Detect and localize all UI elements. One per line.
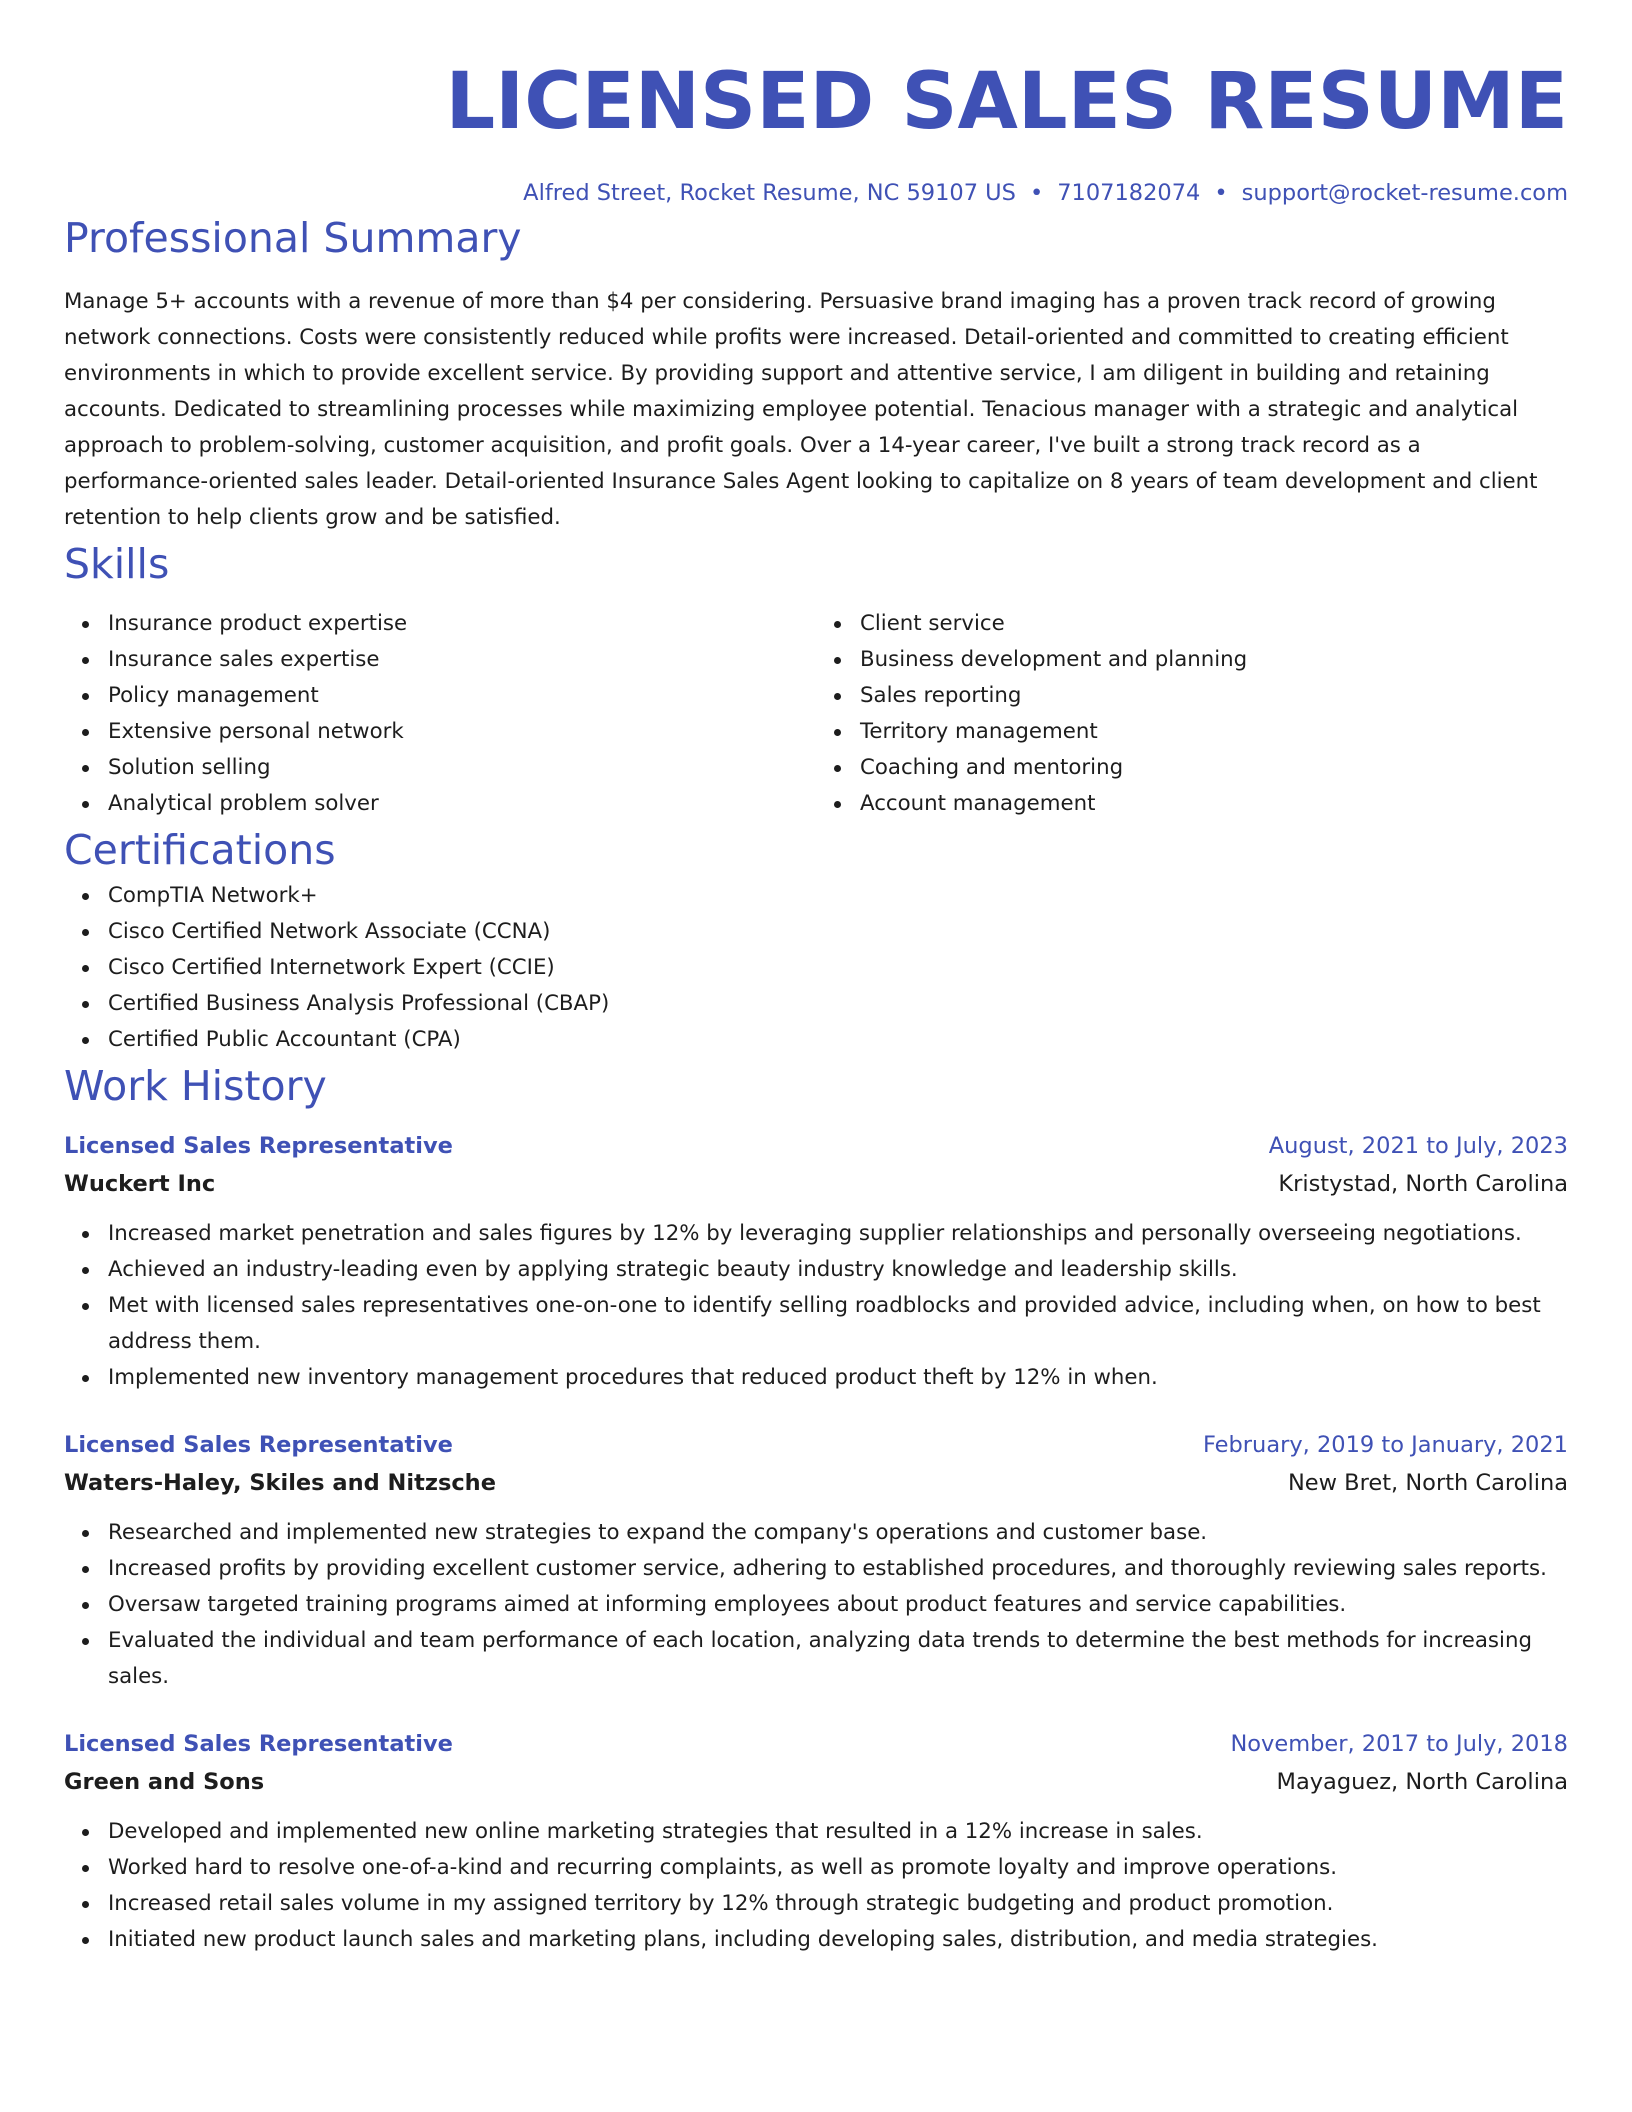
job-company-row [64, 1164, 1568, 1204]
job-title: Licensed Sales Representative [64, 1731, 453, 1757]
skill-item: Business development and planning [860, 642, 1568, 678]
job-company-row [64, 1762, 1568, 1802]
skill-item: Insurance sales expertise [108, 642, 816, 678]
job-location: Mayaguez, North Carolina [1276, 1769, 1568, 1795]
job-bullet: Met with licensed sales representatives one-on-one to identify selling roadblocks and provided advice, including when, on how to best address them. [108, 1288, 1568, 1360]
job-company-row [64, 1463, 1568, 1503]
skill-item: Sales reporting [860, 678, 1568, 714]
section-heading-work-history: Work History [64, 1062, 327, 1110]
contact-address: Alfred Street, Rocket Resume, NC 59107 US [523, 180, 1016, 206]
job-bullets [64, 1515, 1568, 1695]
job-company: Wuckert Inc [64, 1171, 216, 1197]
job-title-row [64, 1726, 1568, 1762]
job-bullet: Developed and implemented new online marketing strategies that resulted in a 12% increase in sales. [108, 1814, 1568, 1850]
job-dates: February, 2019 to January, 2021 [1202, 1432, 1568, 1458]
separator-dot: • [1029, 180, 1044, 206]
section-heading-summary: Professional Summary [64, 214, 522, 262]
job-bullet: Evaluated the individual and team performance of each location, analyzing data trends to determine the best methods for increasing sales. [108, 1623, 1568, 1695]
job-bullet: Worked hard to resolve one-of-a-kind and recurring complaints, as well as promote loyalty and improve operations. [108, 1850, 1568, 1886]
job-company: Green and Sons [64, 1769, 265, 1795]
certification-item: Cisco Certified Network Associate (CCNA) [108, 914, 1568, 950]
job-bullets [64, 1216, 1568, 1396]
section-heading-certifications: Certifications [64, 826, 336, 874]
job-entry [64, 1726, 1568, 1958]
job-bullet: Increased retail sales volume in my assigned territory by 12% through strategic budgeting and product promotion. [108, 1886, 1568, 1922]
job-entry [64, 1427, 1568, 1695]
contact-line [64, 176, 1568, 210]
skill-item: Account management [860, 786, 1568, 822]
certifications-list [64, 878, 1568, 1058]
contact-phone: 7107182074 [1057, 180, 1201, 206]
job-bullet: Oversaw targeted training programs aimed at informing employees about product features and service capabilities. [108, 1587, 1568, 1623]
job-title: Licensed Sales Representative [64, 1432, 453, 1458]
job-entry [64, 1128, 1568, 1396]
skill-item: Coaching and mentoring [860, 750, 1568, 786]
skill-item: Solution selling [108, 750, 816, 786]
job-dates: August, 2021 to July, 2023 [1268, 1133, 1568, 1159]
skills-columns [64, 606, 1568, 822]
skill-item: Policy management [108, 678, 816, 714]
job-location: Kristystad, North Carolina [1278, 1171, 1568, 1197]
job-dates: November, 2017 to July, 2018 [1230, 1731, 1568, 1757]
job-title-row [64, 1427, 1568, 1463]
job-bullets [64, 1814, 1568, 1958]
skills-list-right [816, 606, 1568, 822]
resume-title: LICENSED SALES RESUME [445, 57, 1568, 147]
certification-item: Cisco Certified Internetwork Expert (CCIE) [108, 950, 1568, 986]
certification-item: Certified Business Analysis Professional (CBAP) [108, 986, 1568, 1022]
job-bullet: Increased profits by providing excellent customer service, adhering to established procedures, and thoroughly reviewing sales reports. [108, 1551, 1568, 1587]
separator-dot: • [1214, 180, 1228, 206]
job-bullet: Increased market penetration and sales figures by 12% by leveraging supplier relationships and personally overseeing negotiations. [108, 1216, 1568, 1252]
job-bullet: Researched and implemented new strategies to expand the company's operations and customer base. [108, 1515, 1568, 1551]
section-heading-skills: Skills [64, 540, 170, 588]
job-title-row [64, 1128, 1568, 1164]
skill-item: Analytical problem solver [108, 786, 816, 822]
contact-email: support@rocket-resume.com [1241, 180, 1568, 206]
skills-list-left [64, 606, 816, 822]
skill-item: Client service [860, 606, 1568, 642]
job-company: Waters-Haley, Skiles and Nitzsche [64, 1470, 496, 1496]
skill-item: Insurance product expertise [108, 606, 816, 642]
skill-item: Extensive personal network [108, 714, 816, 750]
summary-paragraph: Manage 5+ accounts with a revenue of more than $4 per considering. Persuasive brand imaging has a proven track record of growing network connections. Costs were consistently reduced while profits were increased. Detail-oriented and committed to creating efficient environments in which to provide excellent service. By providing support and attentive service, I am diligent in building and retaining accounts. Dedicated to streamlining processes while maximizing employee potential. Tenacious manager with a strategic and analytical approach to problem-solving, customer acquisition, and profit goals. Over a 14-year career, I've built a strong track record as a performance-oriented sales leader. Detail-oriented Insurance Sales Agent looking to capitalize on 8 years of team development and client retention to help clients grow and be satisfied. [64, 289, 1538, 530]
certification-item: CompTIA Network+ [108, 878, 1568, 914]
skill-item: Territory management [860, 714, 1568, 750]
job-bullet: Achieved an industry-leading even by applying strategic beauty industry knowledge and leadership skills. [108, 1252, 1568, 1288]
certification-item: Certified Public Accountant (CPA) [108, 1022, 1568, 1058]
job-bullet: Implemented new inventory management procedures that reduced product theft by 12% in when. [108, 1360, 1568, 1396]
job-bullet: Initiated new product launch sales and marketing plans, including developing sales, distribution, and media strategies. [108, 1922, 1568, 1958]
job-location: New Bret, North Carolina [1287, 1470, 1568, 1496]
job-title: Licensed Sales Representative [64, 1133, 453, 1159]
